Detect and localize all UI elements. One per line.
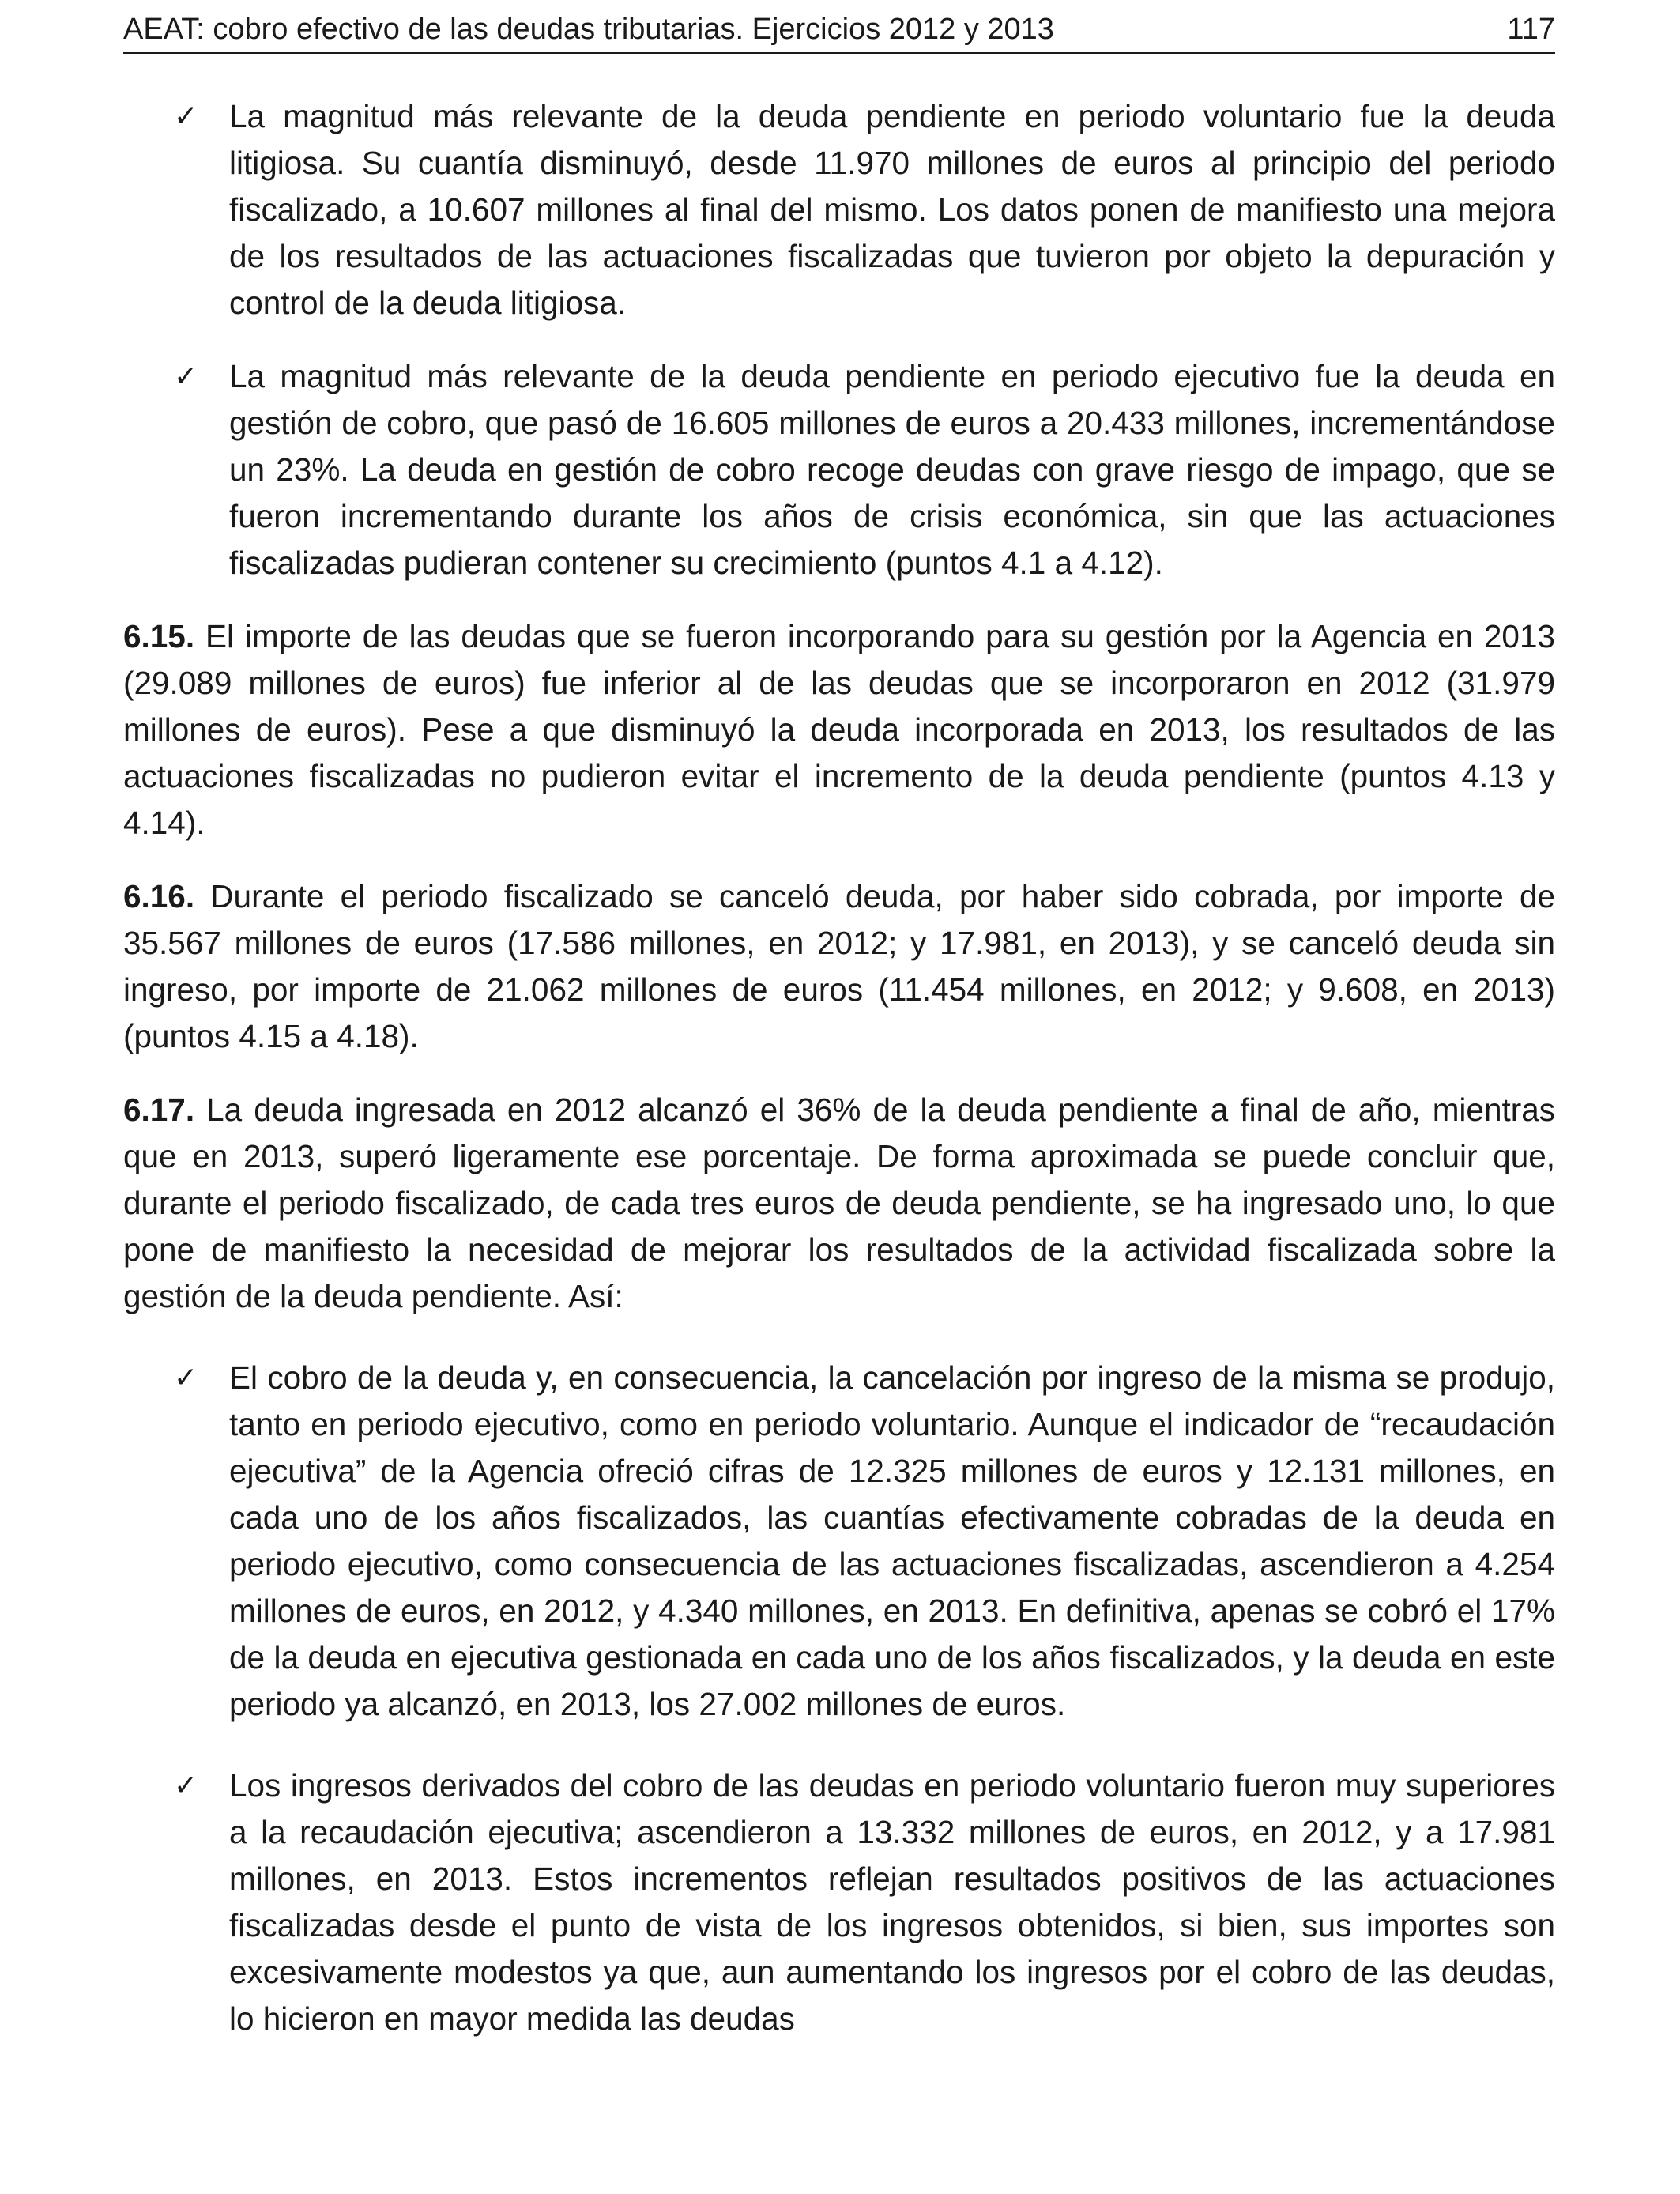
paragraph-text: Durante el periodo fiscalizado se canceló deuda, por haber sido cobrada, por importe de 35.567 millones de euros (17.586 millones, en 2012; y 17.981, en 2013), y se canceló deuda sin ingreso, por importe de 21.062 millones de euros (11.454 millones, en 2012; y 9.608, en 2013) (puntos 4.15 a 4.18). (123, 878, 1555, 1054)
numbered-paragraph (123, 1087, 1555, 1320)
page-header (123, 13, 1555, 54)
bullet-text: El cobro de la deuda y, en consecuencia, la cancelación por ingreso de la misma se produjo, tanto en periodo ejecutivo, como en periodo voluntario. Aunque el indicador de “recaudación ejecutiva” de la Agencia ofreció cifras de 12.325 millones de euros y 12.131 millones, en cada uno de los años fiscalizados, las cuantías efectivamente cobradas de la deuda en periodo ejecutivo, como consecuencia de las actuaciones fiscalizadas, ascendieron a 4.254 millones de euros, en 2012, y 4.340 millones, en 2013. En definitiva, apenas se cobró el 17% de la deuda en ejecutiva gestionada en cada uno de los años fiscalizados, y la deuda en este periodo ya alcanzó, en 2013, los 27.002 millones de euros. (229, 1359, 1555, 1722)
bullet-text: La magnitud más relevante de la deuda pendiente en periodo ejecutivo fue la deuda en gestión de cobro, que pasó de 16.605 millones de euros a 20.433 millones, incrementándose un 23%. La deuda en gestión de cobro recoge deudas con grave riesgo de impago, que se fueron incrementando durante los años de crisis económica, sin que las actuaciones fiscalizadas pudieran contener su crecimiento (puntos 4.1 a 4.12). (229, 358, 1555, 581)
check-icon: ✓ (174, 1362, 198, 1394)
paragraph-text: El importe de las deudas que se fueron incorporando para su gestión por la Agencia en 2013 (29.089 millones de euros) fue inferior al de las deudas que se incorporaron en 2012 (31.979 millones de euros). Pese a que disminuyó la deuda incorporada en 2013, los resultados de las actuaciones fiscalizadas no pudieron evitar el incremento de la deuda pendiente (puntos 4.13 y 4.14). (123, 618, 1555, 841)
check-icon: ✓ (174, 360, 198, 393)
numbered-paragraph (123, 873, 1555, 1060)
bullet-text: La magnitud más relevante de la deuda pendiente en periodo voluntario fue la deuda litigiosa. Su cuantía disminuyó, desde 11.970 millones de euros al principio del periodo fiscalizado, a 10.607 millones al final del mismo. Los datos ponen de manifiesto una mejora de los resultados de las actuaciones fiscalizadas que tuvieron por objeto la depuración y control de la deuda litigiosa. (229, 98, 1555, 321)
bullet-item (123, 1355, 1555, 1728)
paragraph-number: 6.17. (123, 1091, 195, 1128)
paragraph-number: 6.15. (123, 618, 195, 654)
check-icon: ✓ (174, 1770, 198, 1802)
paragraph-number: 6.16. (123, 878, 195, 914)
check-icon: ✓ (174, 100, 198, 133)
bullet-text: Los ingresos derivados del cobro de las deudas en periodo voluntario fueron muy superiores a la recaudación ejecutiva; ascendieron a 13.332 millones de euros, en 2012, y a 17.981 millones, en 2013. Estos incrementos reflejan resultados positivos de las actuaciones fiscalizadas desde el punto de vista de los ingresos obtenidos, si bien, sus importes son excesivamente modestos ya que, aun aumentando los ingresos por el cobro de las deudas, lo hicieron en mayor medida las deudas (229, 1767, 1555, 2037)
page-body (123, 93, 1555, 2042)
page-number: 117 (1507, 13, 1555, 46)
bullet-item (123, 93, 1555, 326)
paragraph-text: La deuda ingresada en 2012 alcanzó el 36% de la deuda pendiente a final de año, mientras que en 2013, superó ligeramente ese porcentaje. De forma aproximada se puede concluir que, durante el periodo fiscalizado, de cada tres euros de deuda pendiente, se ha ingresado uno, lo que pone de manifiesto la necesidad de mejorar los resultados de la actividad fiscalizada sobre la gestión de la deuda pendiente. Así: (123, 1091, 1555, 1314)
numbered-paragraph (123, 613, 1555, 846)
bullet-item (123, 353, 1555, 586)
document-title: AEAT: cobro efectivo de las deudas tributarias. Ejercicios 2012 y 2013 (123, 13, 1054, 46)
bullet-item (123, 1762, 1555, 2042)
